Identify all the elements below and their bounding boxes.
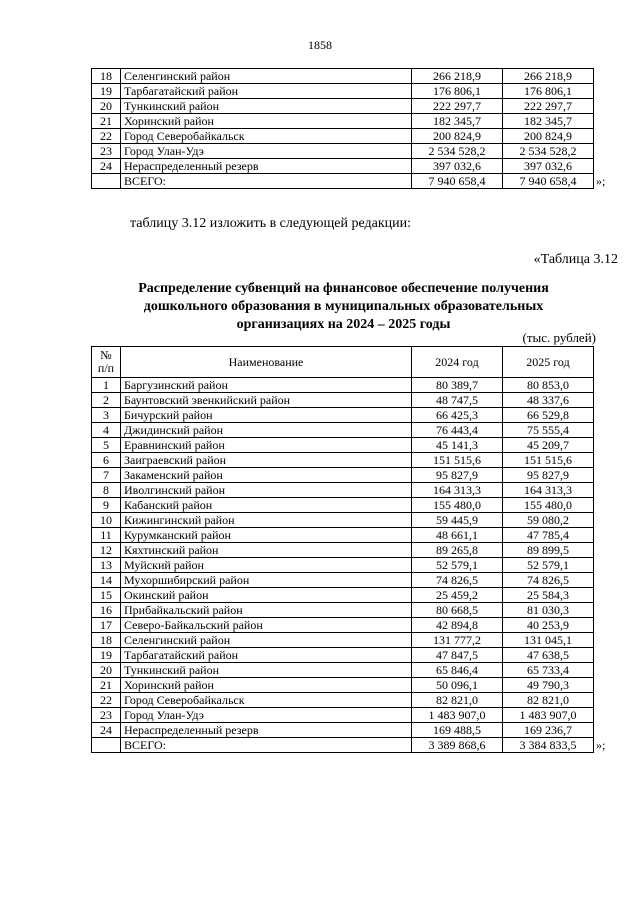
row-value-2024: 266 218,9	[412, 69, 503, 84]
table-row	[92, 543, 609, 558]
row-value-2024: 1 483 907,0	[412, 708, 503, 723]
row-number: 18	[92, 633, 121, 648]
row-number: 8	[92, 483, 121, 498]
row-value-2024: 155 480,0	[412, 498, 503, 513]
table-row	[92, 129, 609, 144]
row-value-2025: 40 253,9	[503, 618, 594, 633]
row-number: 12	[92, 543, 121, 558]
row-value-2024: 82 821,0	[412, 693, 503, 708]
row-number: 15	[92, 588, 121, 603]
row-value-2024: 45 141,3	[412, 438, 503, 453]
row-name: Бичурский район	[121, 408, 412, 423]
row-name: Кяхтинский район	[121, 543, 412, 558]
table-row	[92, 99, 609, 114]
row-name: Муйский район	[121, 558, 412, 573]
row-name: Баргузинский район	[121, 378, 412, 393]
table-row	[92, 588, 609, 603]
row-name: Кабанский район	[121, 498, 412, 513]
row-value-2024: 59 445,9	[412, 513, 503, 528]
row-name: Город Северобайкальск	[121, 693, 412, 708]
table-row	[92, 528, 609, 543]
row-value-2025: 155 480,0	[503, 498, 594, 513]
row-value-2025: 266 218,9	[503, 69, 594, 84]
table-row	[92, 453, 609, 468]
table-title-line-2: дошкольного образования в муниципальных образовательных	[143, 299, 544, 314]
row-value-2024: 397 032,6	[412, 159, 503, 174]
closing-quote: »;	[596, 738, 606, 752]
total-2024: 3 389 868,6	[412, 738, 503, 753]
total-2024: 7 940 658,4	[412, 174, 503, 189]
table-title-line-3: организациях на 2024 – 2025 годы	[236, 317, 451, 332]
table-row	[92, 468, 609, 483]
row-number: 22	[92, 129, 121, 144]
total-2025: 3 384 833,5	[503, 738, 594, 753]
row-value-2025: 47 785,4	[503, 528, 594, 543]
table-row	[92, 723, 609, 738]
row-value-2024: 74 826,5	[412, 573, 503, 588]
row-value-2025: 2 534 528,2	[503, 144, 594, 159]
row-name: Окинский район	[121, 588, 412, 603]
table-row	[92, 558, 609, 573]
unit-label: (тыс. рублей)	[522, 330, 596, 345]
row-value-2024: 48 661,1	[412, 528, 503, 543]
total-2025: 7 940 658,4	[503, 174, 594, 189]
subsidies-table-body	[92, 378, 609, 738]
row-value-2024: 80 389,7	[412, 378, 503, 393]
row-value-2025: 397 032,6	[503, 159, 594, 174]
table-row	[92, 69, 609, 84]
row-name: Тарбагатайский район	[121, 648, 412, 663]
row-name: Курумканский район	[121, 528, 412, 543]
row-name: Город Улан-Удэ	[121, 708, 412, 723]
row-value-2024: 151 515,6	[412, 453, 503, 468]
row-name: Джидинский район	[121, 423, 412, 438]
row-number: 4	[92, 423, 121, 438]
row-number: 10	[92, 513, 121, 528]
row-name: Закаменский район	[121, 468, 412, 483]
total-num-cell	[92, 174, 121, 189]
table-total-row	[92, 174, 609, 189]
row-value-2025: 200 824,9	[503, 129, 594, 144]
table-row	[92, 633, 609, 648]
row-name: Северо-Байкальский район	[121, 618, 412, 633]
row-number: 22	[92, 693, 121, 708]
row-number: 20	[92, 663, 121, 678]
row-value-2024: 80 668,5	[412, 603, 503, 618]
row-value-2025: 74 826,5	[503, 573, 594, 588]
previous-table-tail	[91, 68, 609, 189]
row-value-2024: 164 313,3	[412, 483, 503, 498]
row-value-2025: 48 337,6	[503, 393, 594, 408]
row-name: Хоринский район	[121, 678, 412, 693]
row-value-2024: 42 894,8	[412, 618, 503, 633]
row-number: 13	[92, 558, 121, 573]
row-name: Селенгинский район	[121, 633, 412, 648]
row-name: Прибайкальский район	[121, 603, 412, 618]
row-value-2025: 52 579,1	[503, 558, 594, 573]
amendment-instruction: таблицу 3.12 изложить в следующей редакции:	[130, 216, 412, 231]
row-name: Тарбагатайский район	[121, 84, 412, 99]
row-number: 23	[92, 144, 121, 159]
row-number: 24	[92, 723, 121, 738]
row-name: Иволгинский район	[121, 483, 412, 498]
row-value-2025: 66 529,8	[503, 408, 594, 423]
row-value-2024: 222 297,7	[412, 99, 503, 114]
row-value-2024: 95 827,9	[412, 468, 503, 483]
header-2024: 2024 год	[412, 347, 503, 378]
row-value-2025: 75 555,4	[503, 423, 594, 438]
row-value-2024: 169 488,5	[412, 723, 503, 738]
previous-table-body	[92, 69, 609, 174]
page-number: 1858	[308, 38, 332, 52]
row-value-2025: 82 821,0	[503, 693, 594, 708]
row-number: 19	[92, 648, 121, 663]
row-value-2024: 50 096,1	[412, 678, 503, 693]
row-value-2025: 89 899,5	[503, 543, 594, 558]
header-name: Наименование	[121, 347, 412, 378]
table-row	[92, 378, 609, 393]
table-row	[92, 513, 609, 528]
table-row	[92, 84, 609, 99]
row-name: Город Северобайкальск	[121, 129, 412, 144]
row-value-2025: 59 080,2	[503, 513, 594, 528]
row-name: Нераспределенный резерв	[121, 159, 412, 174]
row-value-2025: 80 853,0	[503, 378, 594, 393]
row-value-2025: 151 515,6	[503, 453, 594, 468]
row-number: 2	[92, 393, 121, 408]
row-value-2025: 222 297,7	[503, 99, 594, 114]
row-number: 14	[92, 573, 121, 588]
row-number: 24	[92, 159, 121, 174]
row-value-2024: 47 847,5	[412, 648, 503, 663]
row-value-2025: 45 209,7	[503, 438, 594, 453]
row-name: Мухоршибирский район	[121, 573, 412, 588]
table-row	[92, 693, 609, 708]
row-value-2025: 47 638,5	[503, 648, 594, 663]
total-label: ВСЕГО:	[121, 738, 412, 753]
row-number: 17	[92, 618, 121, 633]
row-number: 19	[92, 84, 121, 99]
table-row	[92, 408, 609, 423]
table-row	[92, 573, 609, 588]
table-row	[92, 678, 609, 693]
row-value-2024: 52 579,1	[412, 558, 503, 573]
header-num-line-1: №	[100, 348, 112, 362]
table-row	[92, 483, 609, 498]
row-name: Тункинский район	[121, 99, 412, 114]
row-value-2024: 89 265,8	[412, 543, 503, 558]
table-row	[92, 438, 609, 453]
row-name: Хоринский район	[121, 114, 412, 129]
row-value-2024: 66 425,3	[412, 408, 503, 423]
closing-quote: »;	[596, 174, 606, 188]
row-name: Кижингинский район	[121, 513, 412, 528]
table-row	[92, 648, 609, 663]
row-value-2024: 2 534 528,2	[412, 144, 503, 159]
row-value-2025: 65 733,4	[503, 663, 594, 678]
row-number: 16	[92, 603, 121, 618]
table-row	[92, 159, 609, 174]
row-value-2025: 131 045,1	[503, 633, 594, 648]
row-value-2025: 81 030,3	[503, 603, 594, 618]
total-num-cell	[92, 738, 121, 753]
row-value-2025: 25 584,3	[503, 588, 594, 603]
table-row	[92, 663, 609, 678]
row-number: 3	[92, 408, 121, 423]
row-value-2024: 48 747,5	[412, 393, 503, 408]
row-number: 7	[92, 468, 121, 483]
table-row	[92, 144, 609, 159]
subsidies-table	[91, 346, 609, 753]
table-number-label: «Таблица 3.12	[533, 252, 618, 267]
row-number: 21	[92, 114, 121, 129]
header-num	[92, 347, 121, 378]
table-header-row	[92, 347, 609, 378]
row-name: Баунтовский эвенкийский район	[121, 393, 412, 408]
table-title	[91, 280, 596, 334]
row-value-2024: 131 777,2	[412, 633, 503, 648]
row-value-2025: 182 345,7	[503, 114, 594, 129]
table-row	[92, 393, 609, 408]
total-label: ВСЕГО:	[121, 174, 412, 189]
row-value-2025: 95 827,9	[503, 468, 594, 483]
row-number: 5	[92, 438, 121, 453]
row-name: Город Улан-Удэ	[121, 144, 412, 159]
row-value-2024: 200 824,9	[412, 129, 503, 144]
row-value-2025: 1 483 907,0	[503, 708, 594, 723]
row-number: 1	[92, 378, 121, 393]
row-value-2025: 169 236,7	[503, 723, 594, 738]
row-number: 6	[92, 453, 121, 468]
row-number: 11	[92, 528, 121, 543]
row-number: 20	[92, 99, 121, 114]
table-row	[92, 708, 609, 723]
row-name: Тункинский район	[121, 663, 412, 678]
table-row	[92, 114, 609, 129]
row-value-2025: 176 806,1	[503, 84, 594, 99]
row-name: Еравнинский район	[121, 438, 412, 453]
row-number: 9	[92, 498, 121, 513]
row-number: 18	[92, 69, 121, 84]
row-value-2024: 176 806,1	[412, 84, 503, 99]
row-value-2025: 49 790,3	[503, 678, 594, 693]
table-row	[92, 423, 609, 438]
row-name: Селенгинский район	[121, 69, 412, 84]
row-value-2024: 182 345,7	[412, 114, 503, 129]
row-name: Нераспределенный резерв	[121, 723, 412, 738]
table-total-row	[92, 738, 609, 753]
row-value-2024: 76 443,4	[412, 423, 503, 438]
header-2025: 2025 год	[503, 347, 594, 378]
row-value-2025: 164 313,3	[503, 483, 594, 498]
row-number: 23	[92, 708, 121, 723]
table-row	[92, 603, 609, 618]
row-value-2024: 65 846,4	[412, 663, 503, 678]
table-row	[92, 498, 609, 513]
row-value-2024: 25 459,2	[412, 588, 503, 603]
header-num-line-2: п/п	[97, 361, 115, 375]
row-name: Заиграевский район	[121, 453, 412, 468]
row-number: 21	[92, 678, 121, 693]
table-title-line-1: Распределение субвенций на финансовое обеспечение получения	[138, 281, 549, 296]
table-row	[92, 618, 609, 633]
